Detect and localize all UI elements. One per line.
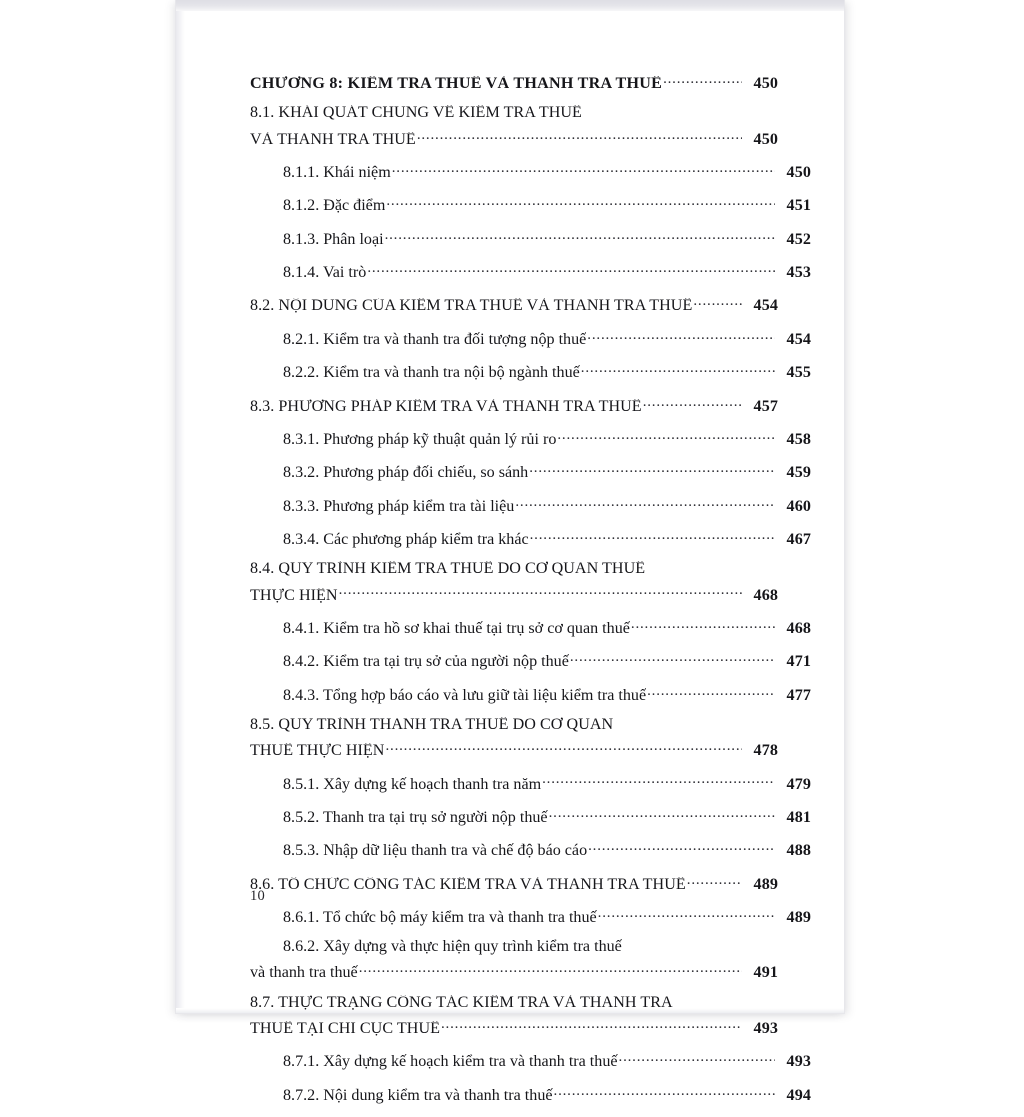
toc-entry-line-primary[interactable] — [250, 717, 778, 733]
toc-entry-label: 8.3.3. Phương pháp kiểm tra tài liệu — [283, 498, 515, 515]
leader-dots — [598, 906, 775, 922]
toc-entry-page-number[interactable]: 489 — [786, 909, 811, 926]
toc-entry[interactable] — [250, 228, 811, 248]
toc-entry[interactable] — [250, 261, 811, 281]
toc-entry[interactable] — [250, 772, 811, 792]
toc-entry-label: 8.6.2. Xây dựng và thực hiện quy trình kiểm tra thuế — [283, 939, 622, 956]
toc-entry-page-number[interactable]: 468 — [786, 619, 811, 637]
toc-entry-label: 8.3.2. Phương pháp đối chiếu, so sánh — [283, 465, 529, 482]
toc-entry-line-primary[interactable] — [250, 561, 778, 577]
toc-entry-page-number[interactable]: 478 — [753, 742, 778, 760]
book-page-sheet — [176, 0, 844, 1104]
toc-entry-label: 8.4.2. Kiểm tra tại trụ sở của người nộp thuế — [283, 654, 569, 671]
toc-entry-label: 8.6.1. Tổ chức bộ máy kiểm tra và thanh tra thuế — [283, 910, 597, 926]
leader-dots — [647, 684, 775, 700]
toc-entry[interactable] — [250, 650, 811, 670]
leader-dots — [385, 739, 742, 755]
toc-entry-label: 8.1. KHÁI QUÁT CHUNG VỀ KIỂM TRA THUẾ — [250, 105, 582, 122]
toc-entry-page-number[interactable]: 458 — [786, 430, 811, 448]
toc-entry-label: 8.4.3. Tổng hợp báo cáo và lưu giữ tài liệu kiểm tra thuế — [283, 687, 647, 704]
toc-entry-page-number[interactable]: 488 — [786, 842, 811, 860]
toc-entry[interactable] — [250, 72, 778, 92]
toc-entry-page-number[interactable]: 452 — [786, 230, 811, 248]
toc-entry-page-number[interactable]: 479 — [786, 775, 811, 793]
toc-entry-label-continued: và thanh tra thuế — [250, 965, 358, 982]
leader-dots — [557, 428, 775, 444]
toc-entry-label: 8.3. PHƯƠNG PHÁP KIỂM TRA VÀ THANH TRA THUẾ — [250, 398, 642, 415]
toc-entry-page-number[interactable]: 493 — [786, 1053, 811, 1071]
toc-entry-page-number[interactable]: 454 — [786, 330, 811, 348]
leader-dots — [619, 1050, 775, 1066]
leader-dots — [587, 328, 775, 344]
toc-entry-label: 8.3.1. Phương pháp kỹ thuật quản lý rủi ro — [283, 431, 557, 448]
toc-entry-page-number[interactable]: 459 — [786, 464, 811, 482]
toc-entry-page-number[interactable]: 450 — [786, 163, 811, 181]
toc-entry-label: 8.2. NỘI DUNG CỦA KIỂM TRA THUẾ VÀ THANH TRA THUẾ — [250, 298, 693, 315]
leader-dots — [515, 495, 775, 511]
toc-entry[interactable] — [250, 161, 811, 181]
page-left-edge-shading — [176, 11, 185, 1013]
leader-dots — [643, 394, 742, 410]
toc-entry-page-number[interactable]: 477 — [786, 686, 811, 704]
leader-dots — [570, 650, 775, 666]
toc-entry-label: 8.5. QUY TRÌNH THANH TRA THUẾ DO CƠ QUAN — [250, 716, 614, 733]
toc-entry-label-continued: THUẾ TẠI CHI CỤC THUẾ — [250, 1020, 440, 1037]
toc-entry[interactable] — [250, 906, 811, 926]
leader-dots — [392, 161, 775, 177]
toc-entry-page-number[interactable]: 457 — [753, 397, 778, 415]
toc-entry-page-number[interactable]: 493 — [753, 1019, 778, 1037]
leader-dots — [339, 583, 742, 599]
page-top-edge-shading — [176, 0, 844, 11]
toc-entry[interactable] — [250, 806, 811, 826]
leader-dots — [693, 294, 742, 310]
toc-entry[interactable] — [250, 294, 778, 314]
leader-dots — [359, 961, 742, 977]
toc-entry[interactable] — [250, 1084, 811, 1104]
toc-entry-label: 8.1.2. Đặc điểm — [283, 198, 386, 215]
toc-entry-label: 8.5.2. Thanh tra tại trụ sở người nộp thuế — [283, 809, 548, 826]
leader-dots — [554, 1084, 775, 1100]
toc-entry-page-number[interactable]: 460 — [786, 497, 811, 515]
toc-entry-label: 8.3.4. Các phương pháp kiểm tra khác — [283, 532, 529, 549]
toc-entry-page-number[interactable]: 454 — [753, 297, 778, 315]
toc-entry[interactable] — [250, 839, 811, 859]
toc-entry[interactable] — [250, 873, 778, 893]
toc-entry-label: 8.1.3. Phân loại — [283, 231, 384, 248]
toc-entry-line-primary[interactable] — [250, 995, 778, 1011]
toc-entry-label: 8.1.1. Khái niệm — [283, 164, 391, 181]
toc-entry[interactable] — [250, 617, 811, 637]
toc-entry-line-continuation[interactable] — [250, 739, 778, 759]
toc-entry-page-number[interactable]: 467 — [786, 531, 811, 549]
toc-entry-page-number[interactable]: 455 — [786, 364, 811, 382]
toc-entry-page-number[interactable]: 491 — [753, 964, 778, 982]
toc-entry-label: 8.2.2. Kiểm tra và thanh tra nội bộ ngành thuế — [283, 365, 580, 382]
leader-dots — [367, 261, 775, 277]
toc-entry-line-continuation[interactable] — [250, 1017, 778, 1037]
toc-entry-page-number[interactable]: 481 — [786, 808, 811, 826]
toc-entry-label: 8.7.1. Xây dựng kế hoạch kiểm tra và thanh tra thuế — [283, 1054, 618, 1071]
toc-entry-line-primary[interactable] — [250, 105, 778, 121]
leader-dots — [417, 127, 742, 143]
toc-entry-page-number[interactable]: 453 — [786, 264, 811, 282]
leader-dots — [441, 1017, 742, 1033]
toc-entry[interactable] — [250, 328, 811, 348]
leader-dots — [581, 361, 775, 377]
toc-entry-page-number[interactable]: 471 — [786, 653, 811, 671]
toc-entry-label: 8.5.1. Xây dựng kế hoạch thanh tra năm — [283, 776, 542, 793]
leader-dots — [385, 228, 775, 244]
toc-entry[interactable] — [250, 361, 811, 381]
toc-entry-label: 8.2.1. Kiểm tra và thanh tra đối tượng nộp thuế — [283, 331, 587, 348]
leader-dots — [631, 617, 775, 633]
toc-entry-page-number[interactable]: 450 — [753, 130, 778, 148]
leader-dots — [386, 194, 775, 210]
toc-entry[interactable] — [250, 684, 811, 704]
toc-entry-page-number[interactable]: 450 — [753, 75, 778, 93]
toc-entry[interactable] — [250, 495, 811, 515]
toc-entry-label: 8.1.4. Vai trò — [283, 265, 367, 282]
toc-entry-line-primary[interactable] — [250, 939, 811, 955]
page-folio-number: 10 — [250, 888, 266, 904]
toc-entry-label-continued: THUẾ THỰC HIỆN — [250, 743, 385, 760]
toc-entry-label: 8.7.2. Nội dung kiểm tra và thanh tra thuế — [283, 1087, 553, 1104]
toc-entry-line-continuation[interactable] — [250, 127, 778, 147]
toc-entry-label: CHƯƠNG 8: KIỂM TRA THUẾ VÀ THANH TRA THUẾ — [250, 76, 663, 93]
toc-entry-label: 8.7. THỰC TRẠNG CÔNG TÁC KIỂM TRA VÀ THANH TRA — [250, 994, 673, 1011]
toc-entry-page-number[interactable]: 489 — [753, 875, 778, 893]
toc-entry[interactable] — [250, 1050, 811, 1070]
leader-dots — [530, 528, 775, 544]
toc-entry-label-continued: VÀ THANH TRA THUẾ — [250, 131, 416, 148]
toc-entry-label: 8.5.3. Nhập dữ liệu thanh tra và chế độ báo cáo — [283, 843, 588, 860]
toc-entry[interactable] — [250, 428, 811, 448]
toc-entry-label: 8.4.1. Kiểm tra hồ sơ khai thuế tại trụ sở cơ quan thuế — [283, 620, 630, 637]
toc-entry-page-number[interactable]: 468 — [753, 586, 778, 604]
toc-entry-label: 8.6. TỔ CHỨC CÔNG TÁC KIỂM TRA VÀ THANH TRA THUẾ — [250, 876, 686, 893]
leader-dots — [549, 806, 775, 822]
table-of-contents — [250, 72, 811, 1117]
toc-entry-line-continuation[interactable] — [250, 961, 778, 981]
leader-dots — [687, 873, 742, 889]
toc-entry[interactable] — [250, 194, 811, 214]
toc-entry-label-continued: THỰC HIỆN — [250, 587, 338, 604]
leader-dots — [588, 839, 775, 855]
toc-entry[interactable] — [250, 461, 811, 481]
toc-entry-page-number[interactable]: 494 — [786, 1086, 811, 1104]
toc-entry-page-number[interactable]: 451 — [786, 197, 811, 215]
toc-entry-label: 8.4. QUY TRÌNH KIỂM TRA THUẾ DO CƠ QUAN THUẾ — [250, 561, 646, 578]
leader-dots — [529, 461, 775, 477]
leader-dots — [542, 772, 775, 788]
leader-dots — [663, 72, 742, 88]
toc-entry-line-continuation[interactable] — [250, 583, 778, 603]
toc-entry[interactable] — [250, 394, 778, 414]
toc-entry[interactable] — [250, 528, 811, 548]
